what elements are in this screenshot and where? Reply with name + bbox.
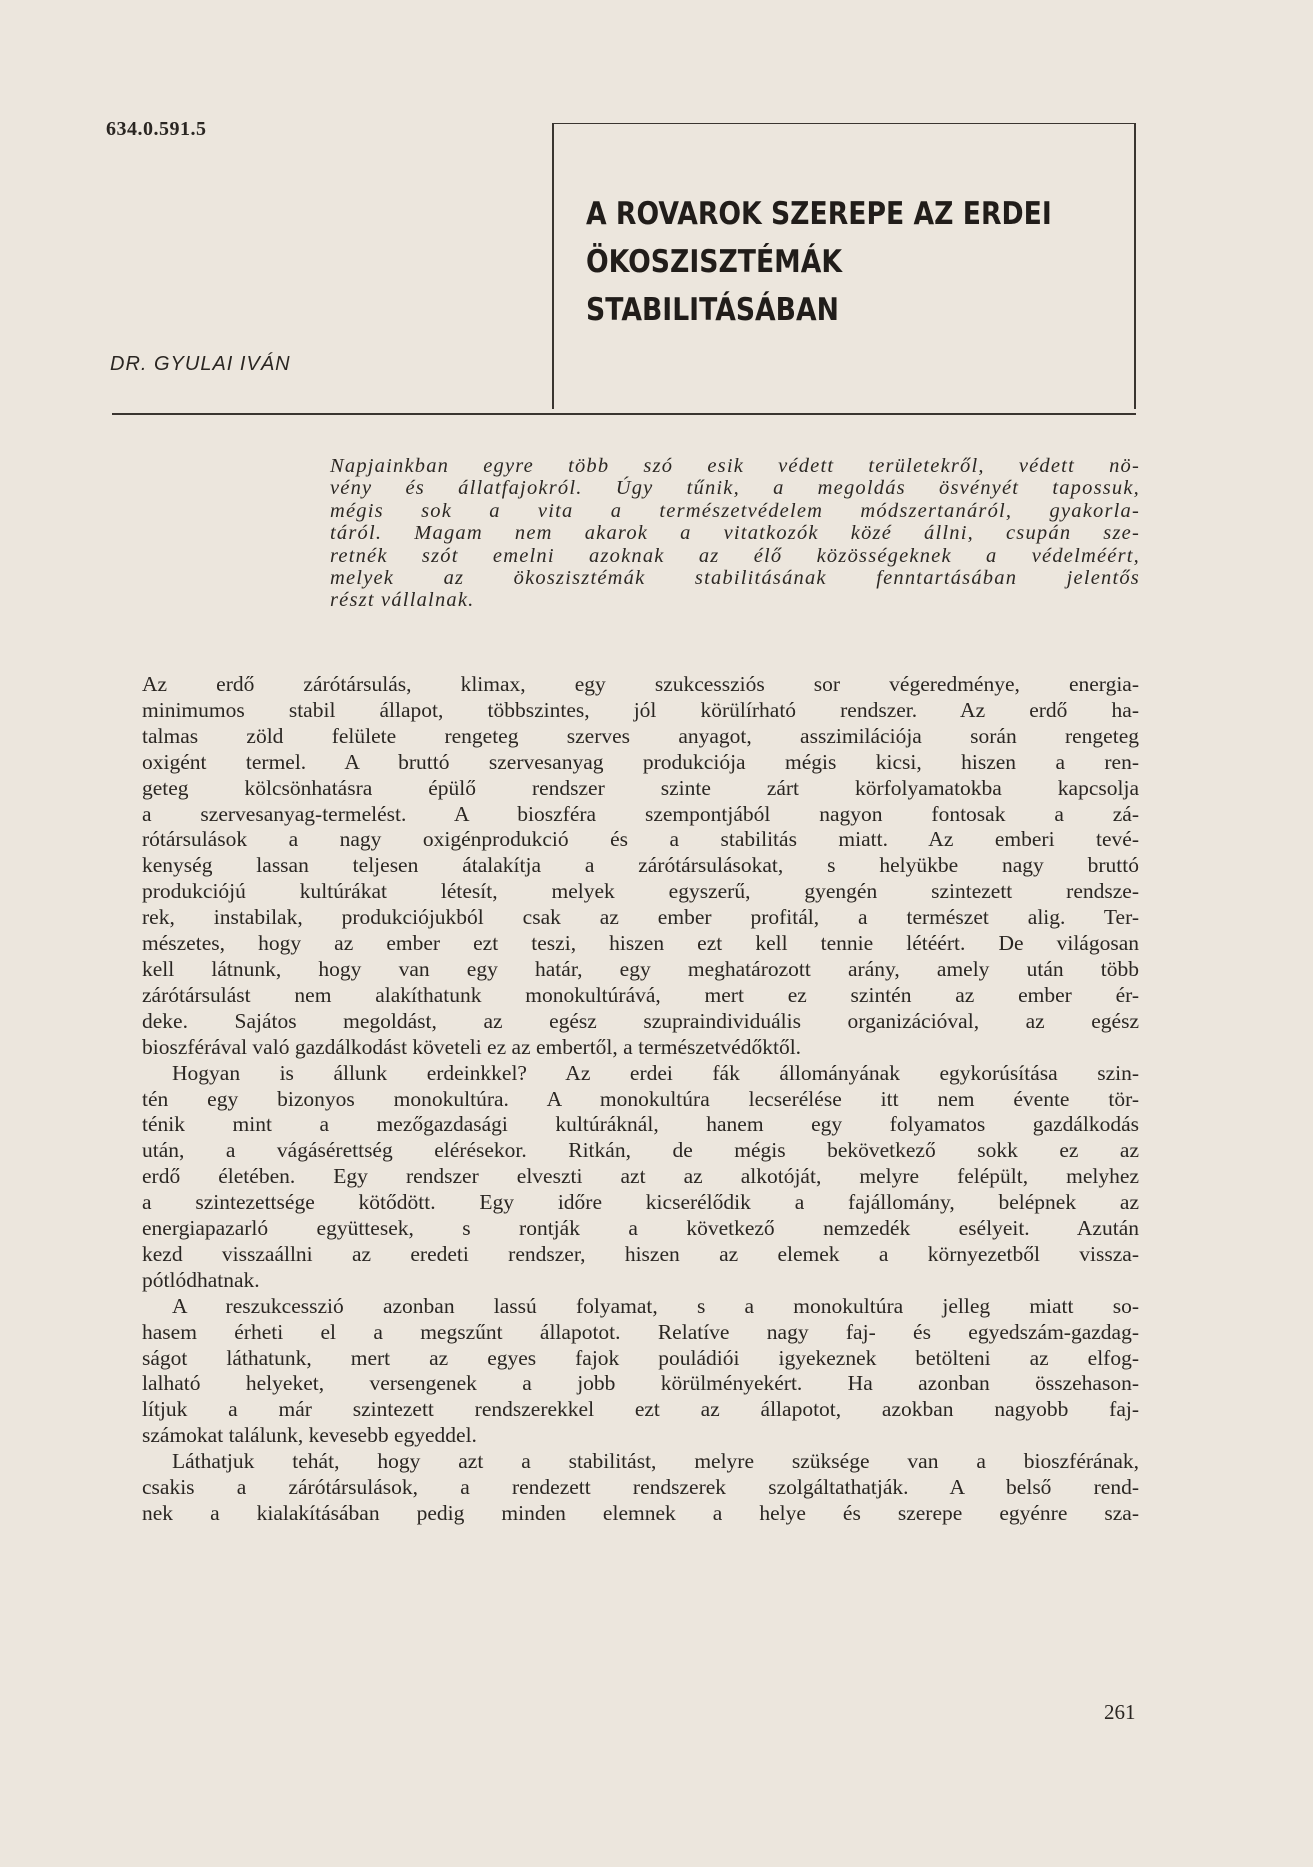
body-line: produkciójú kultúrákat létesít, melyek egyszerű, gyengén szintezett rendsze- (142, 879, 1139, 904)
body-line: rótársulások a nagy oxigénprodukció és a stabilitás miatt. Az emberi tevé- (142, 827, 1139, 852)
udc-classification: 634.0.591.5 (106, 118, 207, 140)
body-line: Hogyan is állunk erdeinkkel? Az erdei fák állományának egykorúsítása szin- (172, 1060, 1139, 1085)
body-line: geteg kölcsönhatásra épülő rendszer szinte zárt körfolyamatokba kapcsolja (142, 775, 1139, 800)
body-line: után, a vágásérettség elérésekor. Ritkán, de mégis bekövetkező sokk ez az (142, 1138, 1139, 1163)
body-line: lítjuk a már szintezett rendszerekkel ezt az állapotot, azokban nagyobb faj- (142, 1397, 1139, 1422)
body-line: talmas zöld felülete rengeteg szerves anyagot, asszimilációja során rengeteg (142, 723, 1139, 748)
abstract-line: vény és állatfajokról. Úgy tűnik, a megoldás ösvényét tapossuk, (330, 477, 1140, 500)
body-line: lalható helyeket, versengenek a jobb körülményekért. Ha azonban összehason- (142, 1371, 1139, 1396)
abstract-line: mégis sok a vita a természetvédelem módszertanáról, gyakorla- (330, 499, 1140, 522)
body-line: a szervesanyag-termelést. A bioszféra szempontjából nagyon fontosak a zá- (142, 801, 1139, 826)
body-line: kenység lassan teljesen átalakítja a zárótársulásokat, s helyükbe nagy bruttó (142, 853, 1139, 878)
body-line: hasem érheti el a megszűnt állapotot. Relatíve nagy faj- és egyedszám-gazdag- (142, 1319, 1139, 1344)
body-text (142, 672, 1139, 1527)
header-divider (112, 413, 1136, 415)
body-line: A reszukcesszió azonban lassú folyamat, s a monokultúra jelleg miatt so- (172, 1293, 1139, 1318)
article-title (586, 190, 1050, 334)
body-line: Láthatjuk tehát, hogy azt a stabilitást, melyre szüksége van a bioszférának, (172, 1449, 1139, 1474)
title-line: A ROVAROK SZEREPE AZ ERDEI (586, 196, 1052, 232)
body-line: ténik mint a mezőgazdasági kultúráknál, hanem egy folyamatos gazdálkodás (142, 1112, 1139, 1137)
body-line: nek a kialakításában pedig minden elemnek a helye és szerepe egyénre sza- (142, 1501, 1139, 1525)
body-line: ságot láthatunk, mert az egyes fajok pouládiói igyekeznek betölteni az elfog- (142, 1345, 1139, 1370)
body-line: a szintezettsége kötődött. Egy időre kicserélődik a fajállomány, belépnek az (142, 1190, 1139, 1215)
abstract-line: melyek az ökoszisztémák stabilitásának fenntartásában jelentős (330, 567, 1140, 590)
body-line: deke. Sajátos megoldást, az egész szupraindividuális organizációval, az egész (142, 1008, 1139, 1033)
page-number: 261 (1104, 1700, 1136, 1724)
title-line: STABILITÁSÁBAN (586, 292, 839, 328)
body-line: kezd visszaállni az eredeti rendszer, hiszen az elemek a környezetből vissza- (142, 1241, 1139, 1266)
body-line: csakis a zárótársulások, a rendezett rendszerek szolgáltathatják. A belső rend- (142, 1475, 1139, 1500)
author-name: DR. GYULAI IVÁN (110, 353, 291, 375)
body-line: minimumos stabil állapot, többszintes, jól körülírható rendszer. Az erdő ha- (142, 697, 1139, 722)
body-line: rek, instabilak, produkciójukból csak az ember profitál, a természet alig. Ter- (142, 905, 1139, 930)
body-line: kell látnunk, hogy van egy határ, egy meghatározott arány, amely után több (142, 956, 1139, 981)
abstract-line: táról. Magam nem akarok a vitatkozók közé állni, csupán sze- (330, 522, 1140, 545)
body-line: bioszférával való gazdálkodást követeli ez az embertől, a természetvédőktől. (142, 1034, 802, 1059)
body-line: mészetes, hogy az ember ezt teszi, hiszen ezt kell tennie létéért. De világosan (142, 931, 1139, 956)
abstract (330, 455, 1140, 612)
title-line: ÖKOSZISZTÉMÁK (586, 244, 842, 280)
body-line: zárótársulást nem alakíthatunk monokultúrává, mert ez szintén az ember ér- (142, 982, 1139, 1007)
body-line: tén egy bizonyos monokultúra. A monokultúra lecserélése itt nem évente tör- (142, 1086, 1139, 1111)
body-line: energiapazarló együttesek, s rontják a következő nemzedék esélyeit. Azután (142, 1216, 1139, 1241)
body-line: számokat találunk, kevesebb egyeddel. (142, 1423, 477, 1448)
body-line: oxigént termel. A bruttó szervesanyag produkciója mégis kicsi, hiszen a ren- (142, 749, 1139, 774)
abstract-line: retnék szót emelni azoknak az élő közösségeknek a védelméért, (330, 544, 1140, 567)
body-line: pótlódhatnak. (142, 1267, 260, 1292)
body-line: erdő életében. Egy rendszer elveszti azt az alkotóját, melyre felépült, melyhez (142, 1164, 1139, 1189)
abstract-line: részt vállalnak. (330, 589, 475, 612)
abstract-line: Napjainkban egyre több szó esik védett területekről, védett nö- (330, 455, 1140, 477)
body-line: Az erdő zárótársulás, klimax, egy szukcessziós sor végeredménye, energia- (142, 672, 1139, 696)
